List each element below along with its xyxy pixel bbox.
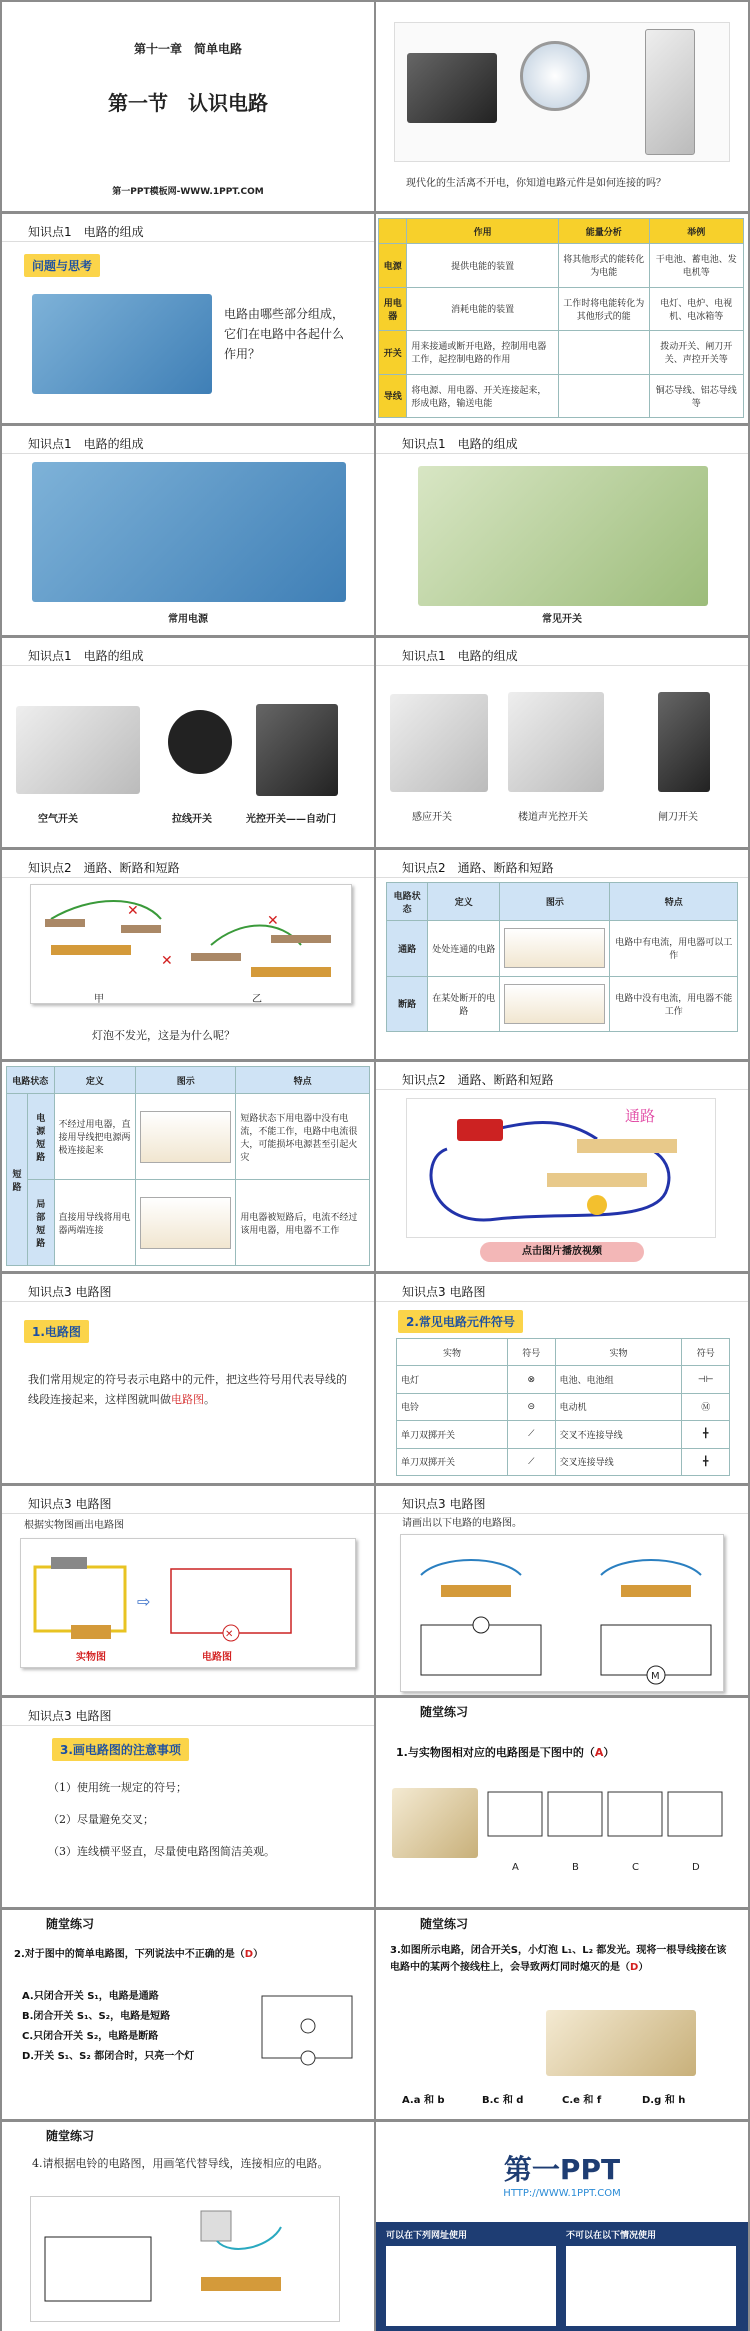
symbols-table: [396, 1338, 730, 1476]
pull-switch-photo: [168, 710, 232, 774]
option-item[interactable]: D.开关 S₁、S₂ 都闭合时，只亮一个灯: [22, 2051, 195, 2062]
simple-circuit: [258, 1986, 358, 2066]
circuit-video-still: [407, 1099, 717, 1239]
knowledge-title: 知识点3 电路图: [402, 1497, 486, 1511]
appliance-photo: [394, 22, 730, 162]
caption: 闸刀开关: [658, 812, 698, 823]
exercise-question: 1.与实物图相对应的电路图是下图中的（A）: [396, 1746, 615, 1759]
brand-url[interactable]: HTTP://WWW.1PPT.COM: [503, 2188, 621, 2199]
slide-circuit-diagram[interactable]: [2, 1274, 374, 1483]
slide-draw-exercise[interactable]: [376, 1486, 748, 1695]
caption: 常见开关: [542, 614, 582, 625]
knife-switch-photo: [658, 692, 710, 792]
slide-circuit-states[interactable]: [2, 850, 374, 1059]
slide-short-circuit-table[interactable]: [2, 1062, 374, 1271]
circuit-photo: [32, 294, 212, 394]
diagram-cell: [136, 1180, 236, 1266]
slide-switches[interactable]: [376, 426, 748, 635]
caption: 光控开关——自动门: [246, 814, 336, 825]
table-row: 局部短路 直接用导线将用电器两端连接 用电器被短路后，电流不经过该用电器，用电器不工作: [7, 1180, 370, 1266]
option-item[interactable]: B.c 和 d: [482, 2095, 524, 2106]
fan-image: [520, 41, 590, 111]
table-row: 电源 提供电能的装置 将其他形式的能转化为电能 干电池、蓄电池、发电机等: [379, 244, 744, 287]
option-item[interactable]: A.只闭合开关 S₁，电路是通路: [22, 1991, 159, 2002]
option-item[interactable]: D.g 和 h: [642, 2095, 686, 2106]
option-item[interactable]: C.只闭合开关 S₂，电路是断路: [22, 2031, 159, 2042]
exercise-question: 2.对于图中的简单电路图，下列说法中不正确的是（D）: [14, 1949, 264, 1960]
section-title: 第一节 认识电路: [108, 91, 268, 115]
instruction-text: 请画出以下电路的电路图。: [402, 1518, 522, 1529]
caption: 拉线开关: [172, 814, 212, 825]
intro-question: 现代化的生活离不开电，你知道电路元件是如何连接的吗？: [406, 178, 666, 189]
svg-text:✕: ✕: [267, 913, 279, 929]
table-row: 通路 处处连通的电路 电路中有电流，用电器可以工作: [387, 921, 738, 976]
switch-symbol: ⟋: [507, 1448, 555, 1475]
sensor-switch-photo: [390, 694, 488, 792]
air-switch-photo: [16, 706, 140, 794]
figure-label: 甲: [94, 994, 104, 1005]
exercise-circuits: [401, 1535, 725, 1693]
svg-text:✕: ✕: [127, 903, 139, 919]
section-tag: 2.常见电路元件符号: [398, 1310, 523, 1333]
state-table: [386, 882, 738, 1032]
fridge-image: [645, 29, 695, 155]
table-header: 作用 能量分析 举例: [379, 219, 744, 244]
stair-switch-photo: [508, 692, 604, 792]
short-circuit-table: [6, 1066, 370, 1266]
video-frame[interactable]: [406, 1098, 716, 1238]
path-label: 通路: [624, 1107, 655, 1125]
diagram-cell: [136, 1094, 236, 1180]
definition-text: 我们常用规定的符号表示电路中的元件，把这些符号用代表导线的线段连接起来，这样图就叫做电路图。: [28, 1373, 347, 1406]
forbidden-list-box: [566, 2246, 736, 2326]
allowed-list-box: [386, 2246, 556, 2326]
circuit-comparison: [21, 1539, 357, 1669]
svg-text:⇨: ⇨: [137, 1592, 151, 1611]
table-header: 电路状态 定义 图示 特点: [7, 1067, 370, 1094]
slide-diagram-rules[interactable]: [2, 1698, 374, 1907]
rule-item: （1）使用统一规定的符号；: [48, 1781, 187, 1794]
knowledge-title: 知识点1 电路的组成: [28, 225, 144, 239]
caption: 感应开关: [412, 812, 452, 823]
diagram-cell: [500, 921, 610, 976]
option-label[interactable]: D: [692, 1862, 700, 1873]
table-row: 电铃 ⊝ 电动机 Ⓜ: [397, 1393, 730, 1420]
table-header: 实物 符号 实物 符号: [397, 1339, 730, 1366]
light-switch-photo: [256, 704, 338, 796]
rule-item: （2）尽量避免交叉；: [48, 1813, 154, 1826]
switch-symbol: ⟋: [507, 1421, 555, 1448]
knowledge-title: 知识点3 电路图: [28, 1709, 112, 1723]
allowed-heading: 可以在下列网址使用: [386, 2231, 468, 2241]
option-label[interactable]: A: [512, 1862, 519, 1873]
option-label[interactable]: C: [632, 1862, 639, 1873]
play-video-button[interactable]: 点击图片播放视频: [480, 1242, 644, 1262]
table-row: 短路 电源短路 不经过用电器，直接用导线把电源两极连接起来 短路状态下用电器中没有电流，不能工作，电路中电流很大，可能损坏电源甚至引起火灾: [7, 1094, 370, 1180]
footer-band: [376, 2222, 748, 2331]
table-row: 开关 用来接通或断开电路，控制用电器工作，起控制电路的作用 拨动开关、闸刀开关、声控开关等: [379, 331, 744, 374]
slide-state-table[interactable]: [376, 850, 748, 1059]
slide-exercise-1[interactable]: [376, 1698, 748, 1907]
diagram-frame: [20, 1538, 356, 1668]
exercise-frame: [400, 1534, 724, 1692]
exercise-frame: [30, 2196, 340, 2322]
knowledge-title: 知识点3 电路图: [28, 1497, 112, 1511]
slide-intro[interactable]: [376, 2, 748, 211]
slide-switch-types-1[interactable]: [2, 638, 374, 847]
option-label[interactable]: B: [572, 1862, 579, 1873]
section-tag: 3.画电路图的注意事项: [52, 1738, 189, 1761]
option-item[interactable]: B.闭合开关 S₁、S₂，电路是短路: [22, 2011, 171, 2022]
slide-power-sources[interactable]: [2, 426, 374, 635]
caption: 空气开关: [38, 814, 78, 825]
question-tag: 问题与思考: [24, 254, 100, 277]
figure-label: 实物图: [76, 1652, 106, 1663]
knowledge-title: 知识点2 通路、断路和短路: [28, 861, 180, 875]
exercise-title: 随堂练习: [46, 2129, 95, 2143]
slide-components-question[interactable]: [2, 214, 374, 423]
knowledge-title: 知识点3 电路图: [402, 1285, 486, 1299]
slide-exercise-4[interactable]: [2, 2122, 374, 2331]
knowledge-title: 知识点1 电路的组成: [28, 437, 144, 451]
knowledge-title: 知识点2 通路、断路和短路: [402, 1073, 554, 1087]
circuits-figure: [30, 884, 352, 1004]
slide-symbols[interactable]: [376, 1274, 748, 1483]
site-link[interactable]: 第一PPT模板网-WWW.1PPT.COM: [112, 187, 264, 197]
laptop-image: [407, 53, 497, 123]
slide-exercise-2[interactable]: [2, 1910, 374, 2119]
caption: 常用电源: [168, 614, 208, 625]
diagram-cell: [500, 976, 610, 1031]
slide-exercise-3[interactable]: [376, 1910, 748, 2119]
exercise-question: 4.请根据电铃的电路图，用画笔代替导线，连接相应的电路。: [32, 2157, 329, 2170]
option-item[interactable]: A.a 和 b: [402, 2095, 445, 2106]
real-circuit-photo: [392, 1788, 478, 1858]
svg-text:M: M: [651, 1671, 660, 1682]
exercise-question: 3.如图所示电路，闭合开关S，小灯泡 L₁、L₂ 都发光。现将一根导线接在该电路中的某两个接线柱上，会导致两灯同时熄灭的是（D）: [390, 1945, 727, 1973]
exercise-title: 随堂练习: [420, 1705, 469, 1719]
option-diagrams: [484, 1782, 734, 1862]
slide-brand[interactable]: [376, 2122, 748, 2331]
chapter-title: 第十一章 简单电路: [133, 42, 242, 56]
svg-text:✕: ✕: [161, 953, 173, 969]
figure-label: 电路图: [202, 1652, 232, 1663]
switches-photo: [418, 466, 708, 606]
question-text: 灯泡不发光，这是为什么呢？: [92, 1029, 235, 1042]
table-row: 电灯 ⊗ 电池、电池组 ⊣⊢: [397, 1366, 730, 1393]
rule-item: （3）连线横平竖直，尽量使电路图简洁美观。: [48, 1845, 275, 1858]
knowledge-title: 知识点3 电路图: [28, 1285, 112, 1299]
power-sources-photo: [32, 462, 346, 602]
exercise-title: 随堂练习: [46, 1917, 95, 1931]
table-header: 电路状态 定义 图示 特点: [387, 883, 738, 921]
components-question: 电路由哪些部分组成，它们在电路中各起什么作用？: [224, 307, 345, 361]
components-table: [378, 218, 744, 418]
exercise-title: 随堂练习: [420, 1917, 469, 1931]
figure-label: 乙: [252, 994, 262, 1005]
brand-logo: 第一PPT: [503, 2153, 621, 2186]
caption: 楼道声光控开关: [518, 812, 588, 823]
knowledge-title: 知识点1 电路的组成: [28, 649, 144, 663]
forbidden-heading: 不可以在以下情况使用: [566, 2231, 657, 2241]
option-item[interactable]: C.e 和 f: [562, 2095, 602, 2106]
slide-title[interactable]: [2, 2, 374, 211]
slide-components-table[interactable]: [376, 214, 748, 423]
table-row: 断路 在某处断开的电路 电路中没有电流，用电器不能工作: [387, 976, 738, 1031]
knowledge-title: 知识点1 电路的组成: [402, 437, 518, 451]
section-tag: 1.电路图: [24, 1320, 89, 1343]
slide-draw-diagram[interactable]: [2, 1486, 374, 1695]
table-row: 单刀双掷开关 ⟋ 交叉不连接导线 ╋: [397, 1421, 730, 1448]
table-row: 用电器 消耗电能的装置 工作时将电能转化为其他形式的能 电灯、电炉、电视机、电冰箱等: [379, 287, 744, 330]
circuit-drawing: [31, 885, 353, 1005]
knowledge-title: 知识点2 通路、断路和短路: [402, 861, 554, 875]
table-row: 单刀双掷开关 ⟋ 交叉连接导线 ╋: [397, 1448, 730, 1475]
slide-switch-types-2[interactable]: [376, 638, 748, 847]
svg-text:✕: ✕: [225, 1629, 234, 1640]
instruction-text: 根据实物图画出电路图: [24, 1520, 124, 1531]
table-row: 导线 将电源、用电器、开关连接起来，形成电路，输送电能 铜芯导线、铝芯导线等: [379, 374, 744, 417]
knowledge-title: 知识点1 电路的组成: [402, 649, 518, 663]
slide-video[interactable]: [376, 1062, 748, 1271]
circuit-photo: [546, 2010, 696, 2076]
bell-circuit: [31, 2197, 341, 2323]
